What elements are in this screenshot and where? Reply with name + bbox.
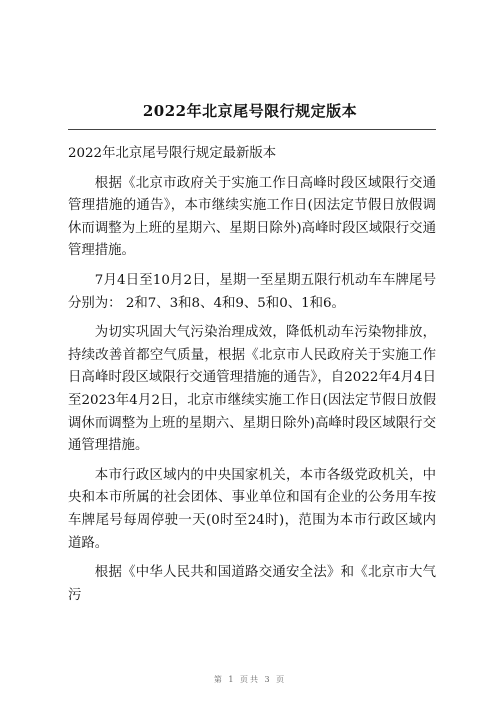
title-divider xyxy=(68,129,436,130)
subtitle-paragraph: 2022年北京尾号限行规定最新版本 xyxy=(68,146,277,161)
body-paragraph: 根据《北京市政府关于实施工作日高峰时段区域限行交通管理措施的通告》，本市继续实施工作日(因法定节假日放假调休而调整为上班的星期六、星期日除外)高峰时段区域限行交通管理措施。 xyxy=(68,175,436,259)
page-number-footer: 第 1 页共 3 页 xyxy=(213,675,287,684)
body-paragraph: 为切实巩固大气污染治理成效，降低机动车污染物排放，持续改善首都空气质量，根据《北京市人民政府关于实施工作日高峰时段区域限行交通管理措施的通告》，自2022年4月4日至2023年4月2日，北京市继续实施工作日(因法定节假日放假调休而调整为上班的星期六、星期日除外)高峰时段区域限行交通管理措施。 xyxy=(68,325,436,454)
document-body xyxy=(68,143,436,614)
document-title: 2022年北京尾号限行规定版本 xyxy=(142,102,358,120)
body-paragraph: 7月4日至10月2日，星期一至星期五限行机动车车牌尾号分别为： 2和7、3和8、4和9、5和0、1和6。 xyxy=(68,272,436,311)
body-paragraph: 本市行政区域内的中央国家机关，本市各级党政机关，中央和本市所属的社会团体、事业单位和国有企业的公务用车按车牌尾号每周停驶一天(0时至24时)，范围为本市行政区域内道路。 xyxy=(68,467,436,551)
body-paragraph: 根据《中华人民共和国道路交通安全法》和《北京市大气污 xyxy=(68,565,436,603)
